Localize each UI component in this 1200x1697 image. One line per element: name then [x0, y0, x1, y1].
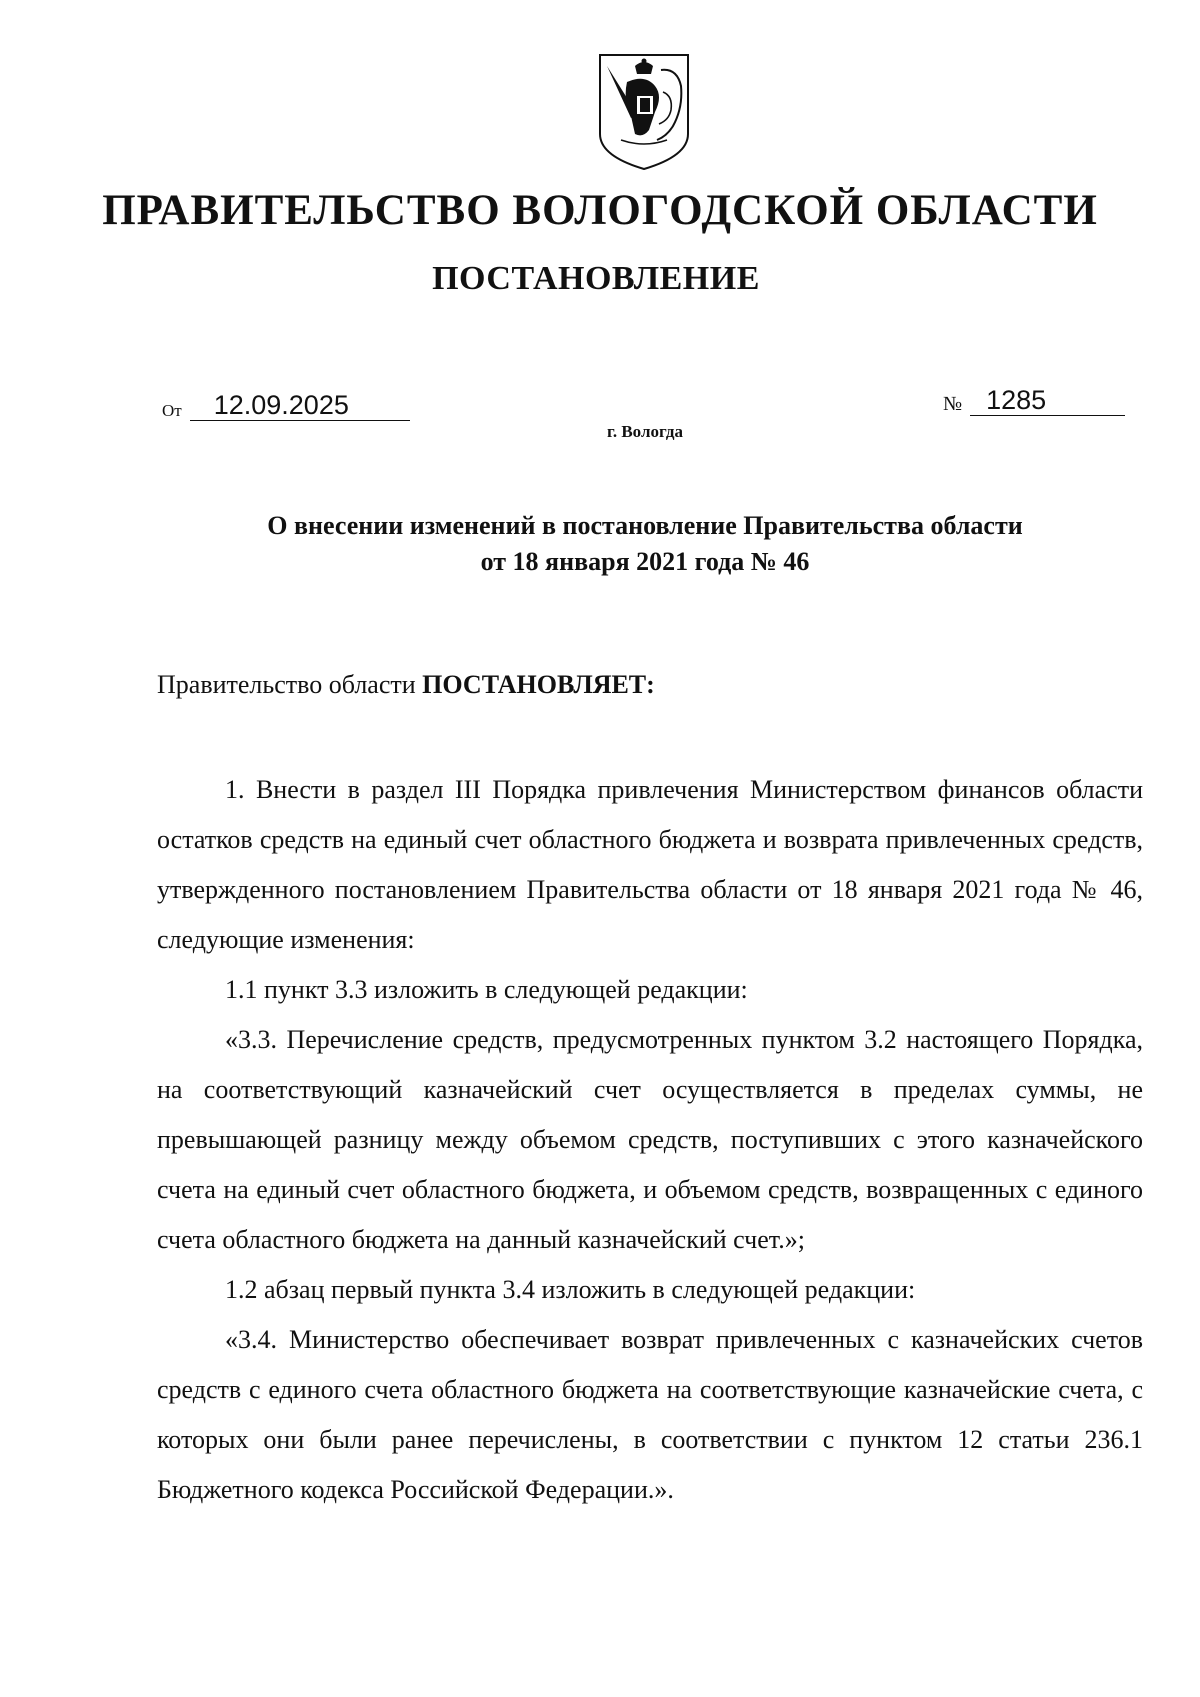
document-date: 12.09.2025	[190, 390, 410, 421]
number-row	[943, 385, 1125, 416]
coat-of-arms-emblem	[597, 52, 691, 172]
document-body	[157, 765, 1143, 1515]
city-label: г. Вологда	[607, 422, 683, 441]
paragraph-5: «3.4. Министерство обеспечивает возврат привлеченных с казначейских счетов средств с единого счета областного бюджета на соответствующие казначейские счета, с которых они были ранее перечислены, в соответствии с пунктом 12 статьи 236.1 Бюджетного кодекса Российской Федерации.».	[157, 1325, 1143, 1504]
paragraph-3: «3.3. Перечисление средств, предусмотренных пунктом 3.2 настоящего Порядка, на соответствующий казначейский счет осуществляется в пределах суммы, не превышающей разницу между объемом средств, поступивших с этого казначейского счета на единый счет областного бюджета, и объемом средств, возвращенных с единого счета областного бюджета на данный казначейский счет.»;	[157, 1025, 1143, 1254]
organization-title: ПРАВИТЕЛЬСТВО ВОЛОГОДСКОЙ ОБЛАСТИ	[102, 187, 1098, 234]
subject-line-1: О внесении изменений в постановление Правительства области	[267, 511, 1023, 540]
preamble	[157, 670, 655, 700]
preamble-bold: ПОСТАНОВЛЯЕТ:	[422, 670, 655, 699]
date-prefix: От	[162, 401, 182, 420]
number-prefix: №	[943, 393, 963, 415]
document-subject	[0, 508, 1200, 580]
paragraph-4: 1.2 абзац первый пункта 3.4 изложить в следующей редакции:	[225, 1275, 916, 1304]
document-number: 1285	[970, 385, 1125, 416]
paragraph-2: 1.1 пункт 3.3 изложить в следующей редакции:	[225, 975, 748, 1004]
date-row	[162, 390, 410, 421]
subject-line-2: от 18 января 2021 года № 46	[480, 547, 810, 576]
paragraph-1: 1. Внести в раздел III Порядка привлечения Министерством финансов области остатков средств на единый счет областного бюджета и возврата привлеченных средств, утвержденного постановлением Правительства области от 18 января 2021 года № 46, следующие изменения:	[157, 775, 1143, 954]
document-type-title: ПОСТАНОВЛЕНИЕ	[432, 260, 760, 297]
preamble-text: Правительство области	[157, 670, 416, 699]
